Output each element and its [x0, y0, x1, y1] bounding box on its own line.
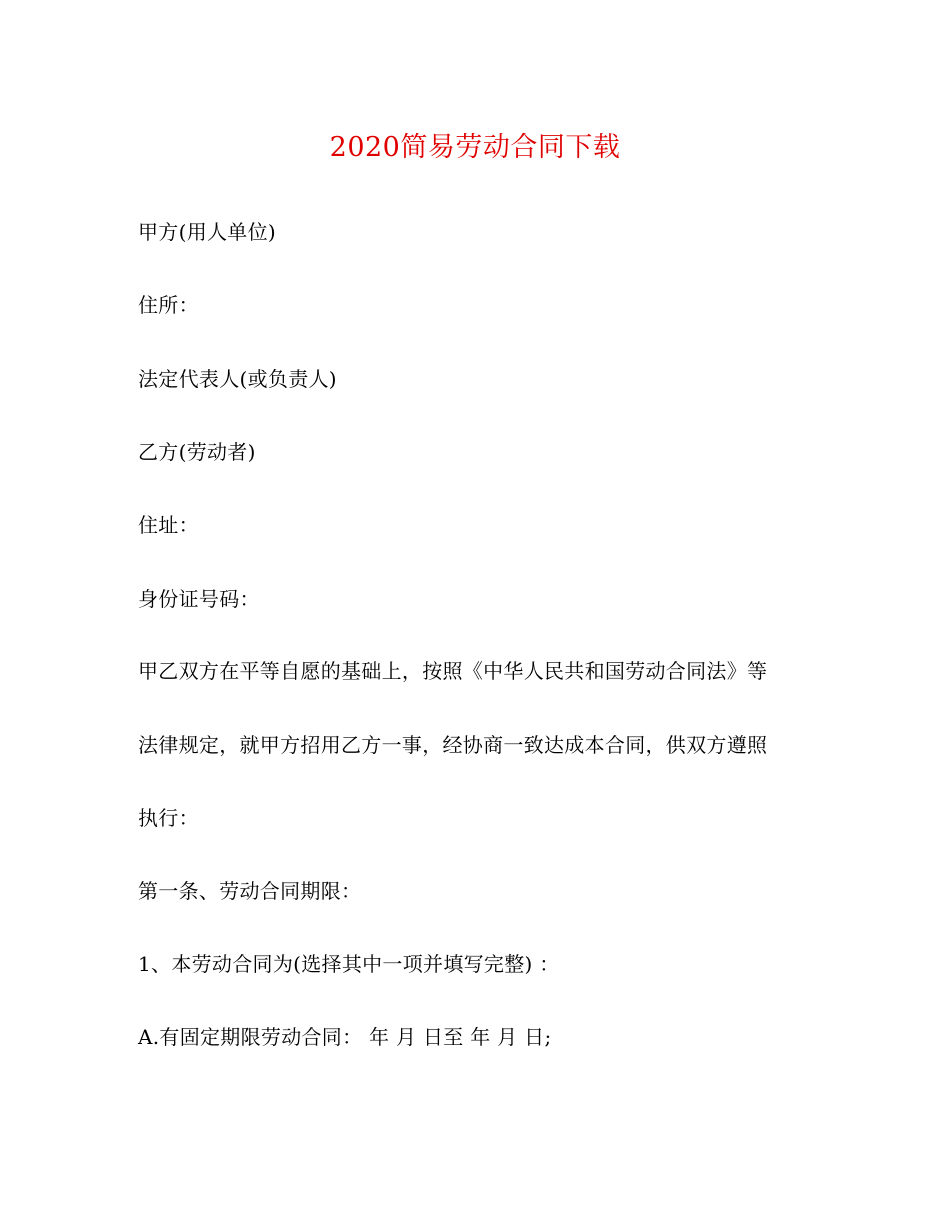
- article-1-option-a: A.有固定期限劳动合同： 年 月 日至 年 月 日;: [138, 1025, 552, 1049]
- party-a-address-label: 住所：: [138, 293, 199, 317]
- legal-representative-label: 法定代表人(或负责人): [138, 367, 337, 391]
- article-1-item-1: 1、本劳动合同为(选择其中一项并填写完整) ：: [138, 952, 560, 976]
- party-a-label: 甲方(用人单位): [138, 220, 277, 244]
- preamble-line-1: 甲乙双方在平等自愿的基础上，按照《中华人民共和国劳动合同法》等: [138, 659, 768, 683]
- party-b-label: 乙方(劳动者): [138, 440, 256, 464]
- preamble-line-2: 法律规定，就甲方招用乙方一事，经协商一致达成本合同，供双方遵照: [138, 733, 768, 757]
- article-1-heading: 第一条、劳动合同期限：: [138, 879, 362, 903]
- party-b-address-label: 住址：: [138, 513, 199, 537]
- preamble-line-3: 执行：: [138, 806, 199, 830]
- document-title: 2020简易劳动合同下载: [329, 132, 621, 163]
- id-number-label: 身份证号码：: [138, 587, 260, 611]
